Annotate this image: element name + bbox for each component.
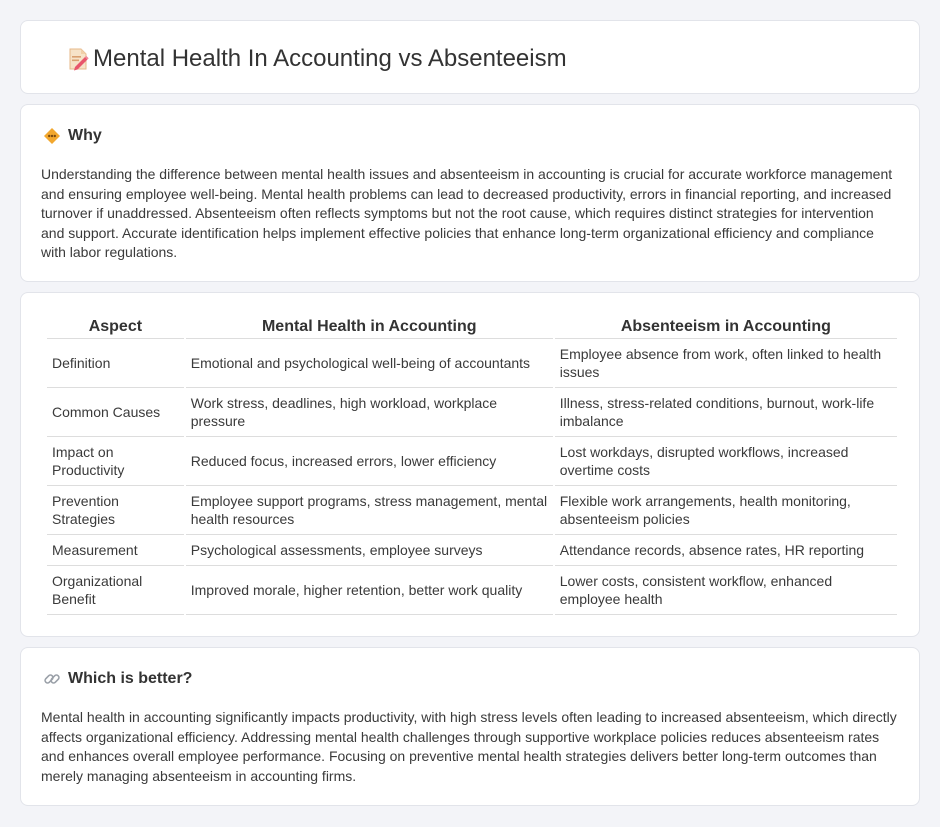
table-header-row — [47, 313, 897, 339]
row-mental-health: Psychological assessments, employee surveys — [186, 535, 553, 566]
better-heading — [43, 670, 192, 688]
row-absenteeism: Lost workdays, disrupted workflows, increased overtime costs — [555, 437, 897, 486]
header-card — [20, 20, 920, 94]
header-mental-health: Mental Health in Accounting — [186, 313, 553, 339]
comparison-table — [45, 313, 899, 615]
page-title: Mental Health In Accounting vs Absenteeism — [93, 45, 567, 72]
row-absenteeism: Flexible work arrangements, health monitoring, absenteeism policies — [555, 486, 897, 535]
why-text: Understanding the difference between mental health issues and absenteeism in accounting is crucial for accurate workforce management and ensuring employee well-being. Mental health problems can lead to decreased productivity, errors in financial reporting, and increased turnover if unaddressed. Absenteeism often reflects symptoms but not the root cause, which requires distinct strategies for intervention and support. Accurate identification helps implement effective policies that enhance long-term organizational efficiency and compliance with labor regulations. — [41, 166, 893, 261]
better-title: Which is better? — [68, 670, 193, 687]
document-edit-icon — [65, 46, 91, 72]
row-aspect: Impact on Productivity — [47, 437, 184, 486]
table-row — [47, 437, 897, 486]
table-row — [47, 388, 897, 437]
row-absenteeism: Illness, stress-related conditions, burnout, work-life imbalance — [555, 388, 897, 437]
row-aspect: Definition — [47, 339, 184, 388]
header-absenteeism: Absenteeism in Accounting — [555, 313, 897, 339]
table-row — [47, 566, 897, 615]
table-row — [47, 339, 897, 388]
row-mental-health: Employee support programs, stress management, mental health resources — [186, 486, 553, 535]
which-is-better-section — [20, 647, 920, 806]
why-section — [20, 104, 920, 282]
row-absenteeism: Lower costs, consistent workflow, enhanced employee health — [555, 566, 897, 615]
why-title: Why — [68, 127, 102, 144]
row-absenteeism: Employee absence from work, often linked to health issues — [555, 339, 897, 388]
link-icon — [43, 670, 61, 688]
comparison-table-card — [20, 292, 920, 637]
header-aspect: Aspect — [47, 313, 184, 339]
why-heading — [43, 127, 102, 145]
row-aspect: Measurement — [47, 535, 184, 566]
row-aspect: Organizational Benefit — [47, 566, 184, 615]
diamond-warning-icon — [43, 127, 61, 145]
table-row — [47, 486, 897, 535]
table-row — [47, 535, 897, 566]
row-mental-health: Reduced focus, increased errors, lower efficiency — [186, 437, 553, 486]
row-mental-health: Improved morale, higher retention, better work quality — [186, 566, 553, 615]
row-aspect: Prevention Strategies — [47, 486, 184, 535]
row-mental-health: Work stress, deadlines, high workload, workplace pressure — [186, 388, 553, 437]
better-text: Mental health in accounting significantly impacts productivity, with high stress levels often leading to increased absenteeism, which directly affects organizational efficiency. Addressing mental health challenges through supportive workplace policies reduces absenteeism rates and enhances overall employee performance. Focusing on preventive mental health strategies delivers better long-term outcomes than merely managing absenteeism in accounting firms. — [41, 709, 897, 784]
row-aspect: Common Causes — [47, 388, 184, 437]
row-mental-health: Emotional and psychological well-being of accountants — [186, 339, 553, 388]
row-absenteeism: Attendance records, absence rates, HR reporting — [555, 535, 897, 566]
